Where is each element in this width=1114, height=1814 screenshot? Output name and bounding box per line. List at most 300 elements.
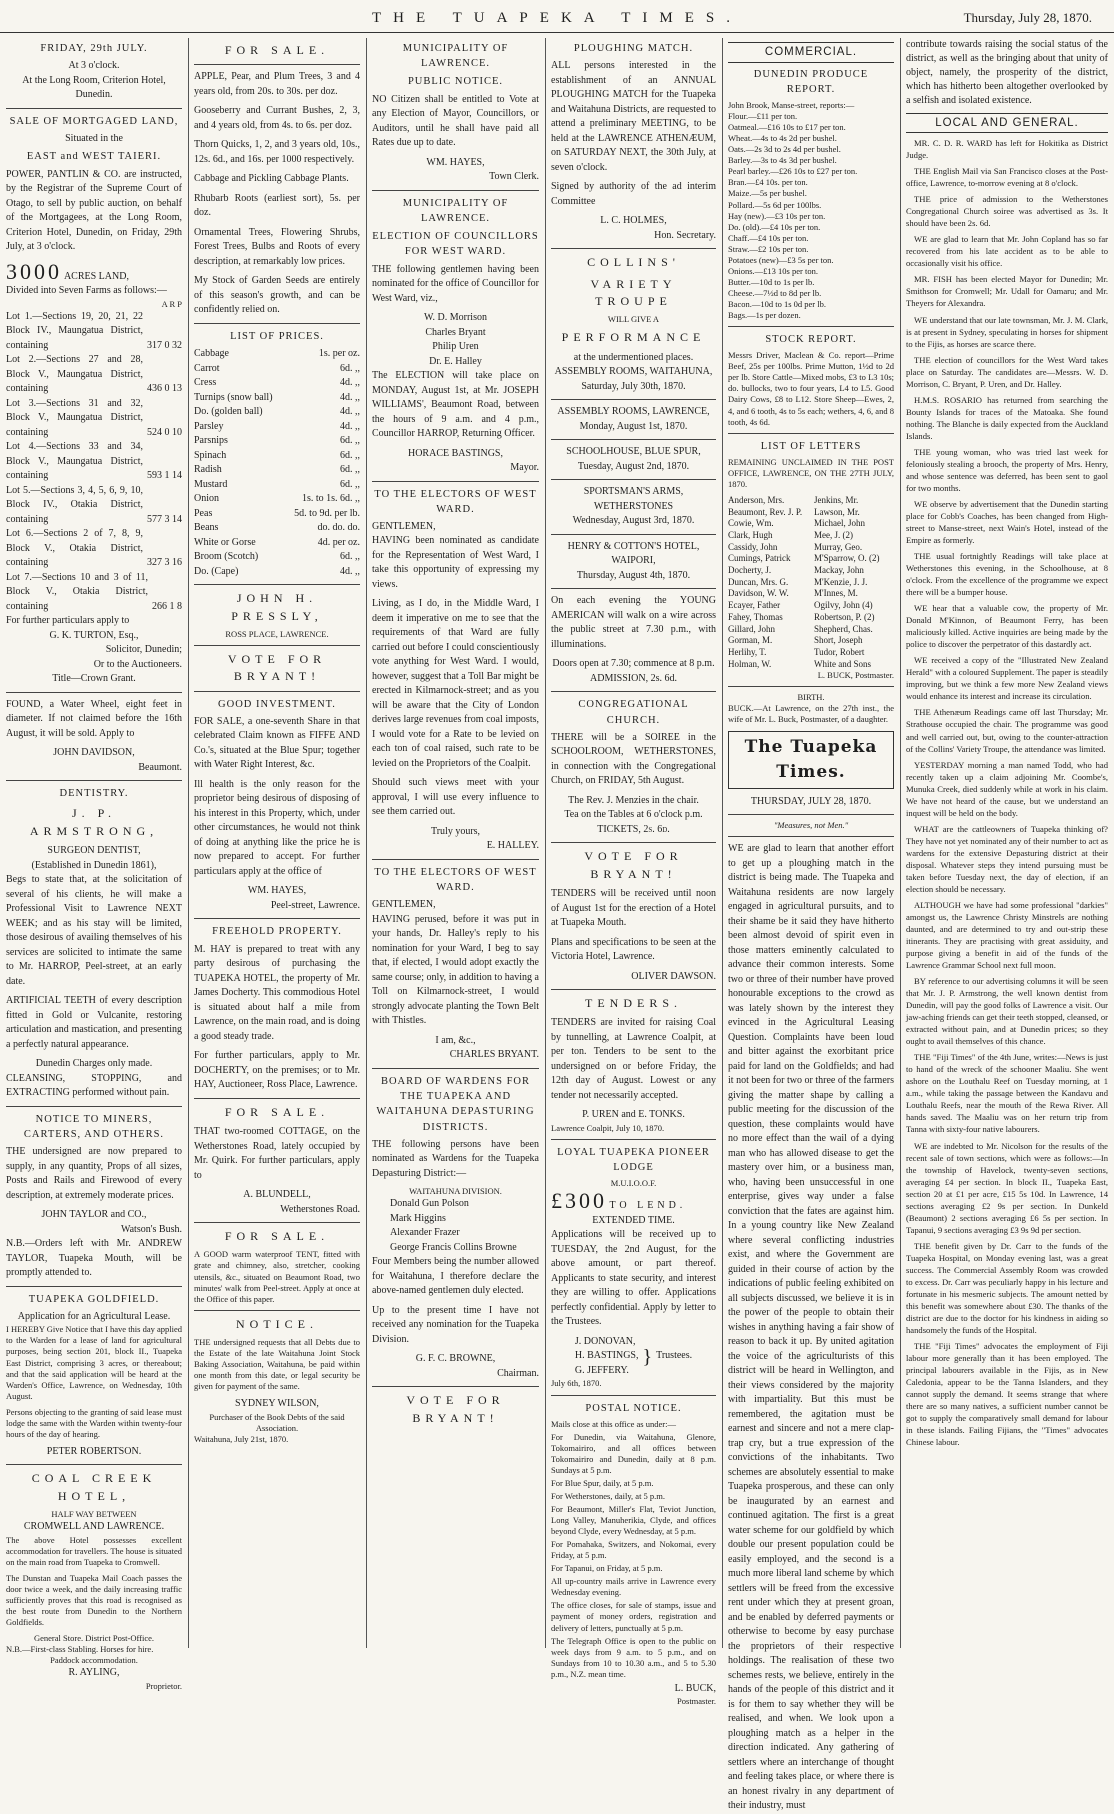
price-value: 4d. per oz. — [317, 536, 360, 548]
paper-nameplate: The Tuapeka Times. — [728, 731, 894, 788]
trustees-label: Trustees. — [656, 1350, 693, 1362]
letter-name: Jenkins, Mr. — [814, 494, 859, 505]
price-row — [194, 565, 360, 580]
venue-place: ASSEMBLY ROOMS, WAITAHUNA, — [554, 366, 713, 378]
gooseberry: Gooseberry and Currant Bushes, 2, 3, and 4 years old, from 4s. to 6s. per doz. — [194, 105, 360, 131]
local-item: THE "Fiji Times" of the 4th June, writes:—News is just to hand of the wreck of the schooner Maaliu. She went ashore on the Louthalu Reef on Tuesday morning, at 1 a.m., while taking the passage between the Kandavu and Louthalu Reefs, near the mouth of the Rewa River. All hands saved. The Maaliu was on her return trip from Tanna with sixty-four native labourers. — [906, 1052, 1108, 1135]
coal-between: HALF WAY BETWEEN — [51, 1509, 137, 1520]
halley-signature: E. HALLEY. — [486, 840, 539, 852]
lot-label: Lot 7.—Sections 10 and 3 of 11, Block V., Otakia District, containing — [6, 571, 148, 612]
produce-line: Oats.—2s 3d to 2s 4d per bushel. — [728, 144, 841, 155]
price-row — [194, 449, 360, 464]
stock-heading: STOCK REPORT. — [765, 334, 857, 346]
goldfield-app: Application for an Agricultural Lease. — [17, 1310, 171, 1322]
price-item: White or Gorse — [194, 536, 256, 548]
produce-line: Bran.—£4 10s. per ton. — [728, 177, 808, 188]
column-5 — [728, 38, 894, 1812]
mortgaged-title: SALE OF MORTGAGED LAND, — [9, 115, 179, 127]
truly-yours: Truly yours, — [430, 825, 481, 837]
price-row — [194, 478, 360, 493]
gentlemen-salutation: GENTLEMEN, — [372, 520, 436, 532]
postal-line: The Telegraph Office is open to the public on week days from 9 a.m. to 5 p.m., and on Sundays from 10 to 10.30 a.m., and 5 to 5.30 p.m., N.Z. mean time. — [551, 1635, 716, 1679]
doors-open: Doors open at 7.30; commence at 8 p.m. — [552, 658, 715, 670]
letters-heading: LIST OF LETTERS — [760, 440, 862, 452]
produce-line: Cheese.—7½d to 8d per lb. — [728, 287, 822, 298]
lend-date: July 6th, 1870. — [551, 1378, 602, 1389]
local-item: H.M.S. ROSARIO has returned from searching the Bounty Islands for traces of the Matoaka. She found nothing. The Blanche is daily expected from the Auckland Islands. — [906, 394, 1108, 441]
browne-role: Chairman. — [497, 1367, 539, 1379]
postal-line: For Pomahaka, Switzers, and Nokomai, every Friday, at 5 p.m. — [551, 1539, 716, 1561]
trustees-list — [575, 1335, 639, 1379]
price-value: 1s. per oz. — [318, 348, 360, 360]
letter-name: Duncan, Mrs. G. — [728, 576, 789, 587]
blundell-place: Wetherstones Road. — [280, 1203, 360, 1215]
dentistry-heading: DENTISTRY. — [59, 788, 129, 800]
letter-name: Cassidy, John — [728, 541, 778, 552]
price-item: Do. (golden ball) — [194, 406, 263, 418]
electors-heading-2: TO THE ELECTORS OF WEST WARD. — [374, 866, 537, 894]
letter-name: Gorman, M. — [728, 635, 773, 646]
church-heading: CONGREGATIONAL CHURCH. — [578, 699, 689, 726]
produce-line: John Brook, Manse-street, reports:— — [728, 100, 855, 111]
column-2 — [194, 38, 360, 1648]
electors-heading: TO THE ELECTORS OF WEST WARD. — [374, 488, 537, 515]
ploughing-heading: PLOUGHING MATCH. — [573, 43, 694, 54]
will-give: WILL GIVE A — [607, 314, 660, 325]
goldfield-body: I HEREBY Give Notice that I have this day applied to the Warden for a lease of land for agricultural purposes, being section 201, block II., Tuapeka East District, comprising 3 acres, or thereabout; and that the said application will be heard at the Warden's Office, Lawrence, on Wednesday, 10th August. — [6, 1324, 183, 1401]
local-item: THE usual fortnightly Readings will take place at Wetherstones this evening, in the Schoolhouse, at 8 o'clock. From the excellence of the programme we expect there will be a bumper house. — [906, 551, 1108, 598]
investment-health: Ill health is the only reason for the proprietor being desirous of disposing of his interest in this Property, which, under other circumstances, he would not think of doing at anything like the price he is now prepared to accept. For further particulars apply at the office of — [194, 778, 360, 877]
pressly-place: ROSS PLACE, LAWRENCE. — [225, 628, 329, 639]
menzies-chair: The Rev. J. Menzies in the chair. — [568, 794, 699, 806]
wardens-body: THE following persons have been nominated as Wardens for the Tuapeka Depasturing District:— — [372, 1138, 539, 1179]
wardens-upto: Up to the present time I have not received any nomination for the Tuapeka Division. — [372, 1304, 539, 1345]
tenders-hotel: TENDERS will be received until noon of August 1st for the erection of a Hotel at Tuapeka Mouth. — [551, 888, 716, 929]
postal-line: For Tapanui, on Friday, at 5 p.m. — [551, 1563, 663, 1574]
local-item: WE understand that our late townsman, Mr. J. M. Clark, is at present in Sydney, speculating in horses for shipment to the Fijis, as horses are scarce there. — [906, 314, 1108, 349]
letter-name: Mee, J. (2) — [814, 530, 853, 541]
bastings-role: Mayor. — [510, 462, 539, 474]
price-value: 6d. ,, — [340, 551, 360, 563]
ploughing-signed: Signed by authority of the ad interim Committee — [551, 181, 716, 207]
collins-heading: COLLINS' — [587, 255, 680, 270]
found-body: FOUND, a Water Wheel, eight feet in diameter. If not claimed before the 16th August, it will be sold. Apply to — [6, 698, 182, 739]
column-rule — [722, 38, 723, 1648]
produce-line: Hay (new).—£3 10s per ton. — [728, 210, 826, 221]
divider — [551, 588, 716, 589]
coal-paddock: Paddock accommodation. — [50, 1655, 138, 1666]
price-item: Spinach — [194, 449, 227, 461]
column-4 — [551, 38, 716, 1707]
price-item: Radish — [194, 464, 222, 476]
price-value: 5d. to 9d. per lb. — [294, 507, 360, 519]
rhubarb: Rhubarb Roots (earliest sort), 5s. per doz. — [194, 192, 360, 219]
letter-name: Mackay, John — [814, 565, 864, 576]
letters-names — [728, 495, 894, 670]
bryant-signature: CHARLES BRYANT. — [449, 1049, 539, 1061]
price-value: 4d. ,, — [340, 565, 360, 577]
produce-line: Do. (old).—£4 10s per ton. — [728, 221, 821, 232]
column-6 — [906, 38, 1108, 1648]
column-3 — [372, 38, 539, 1648]
mortgaged-situated: Situated in the — [65, 132, 123, 144]
letter-name: White and Sons — [814, 658, 871, 669]
divider — [551, 479, 716, 480]
produce-line: Barley.—3s to 4s 3d per bushel. — [728, 155, 837, 166]
vote-bryant-3: VOTE FOR BRYANT! — [584, 849, 683, 881]
local-item: THE price of admission to the Wetherstones Congregational Church soiree was advertised as 3s. It should have been 2s. 6d. — [906, 194, 1108, 229]
letter-name: Murray, Geo. — [814, 541, 863, 552]
particulars-note: For further particulars apply to — [6, 615, 130, 627]
local-item: WE are glad to learn that Mr. John Copland has so far recovered from his late accident as to be able to occasionally visit his office. — [906, 234, 1108, 269]
produce-line: Maize.—5s per bushel. — [728, 188, 807, 199]
produce-line: Butter.—10d to 1s per lb. — [728, 276, 815, 287]
local-item: THE English Mail via San Francisco closes at the Post-office, Lawrence, to-morrow evening at 8 o'clock. — [906, 166, 1108, 189]
lot-row — [6, 353, 182, 397]
price-row — [194, 536, 360, 551]
venue-date: Tuesday, August 2nd, 1870. — [577, 460, 690, 472]
freehold-more: For further particulars, apply to Mr. DOCHERTY, on the premises; or to Mr. HAY, Auctioneer, Ross Place, Lawrence. — [194, 1050, 360, 1091]
local-item: THE young woman, who was tried last week for feloniously stealing a brooch, the property of Mrs. Henry, and whose sentence was deferred, has been sent to gaol for two months. — [906, 446, 1108, 493]
performance-places: at the undermentioned places. — [573, 351, 694, 363]
price-row — [194, 492, 360, 507]
tenders-heading: TENDERS. — [585, 996, 682, 1011]
venue-date: Wednesday, August 3rd, 1870. — [572, 515, 695, 527]
miners-heading: NOTICE TO MINERS, CARTERS, AND OTHERS. — [23, 1113, 165, 1140]
lot-row — [6, 527, 182, 571]
postal-line: For Dunedin, via Waitahuna, Glenore, Tokomairiro, and all offices between Tokomairiro and Dunedin, daily at 8 p.m. Sundays at 5 p.m. — [551, 1431, 716, 1475]
price-item: Cress — [194, 377, 217, 389]
for-sale-heading: FOR SALE. — [224, 43, 330, 57]
warden-name: Alexander Frazer — [390, 1227, 460, 1239]
postal-line: Mails close at this office as under:— — [551, 1418, 676, 1429]
lot-area: 317 0 32 — [147, 339, 182, 351]
price-value: 4d. ,, — [340, 391, 360, 403]
letter-name: Herlihy, T. — [728, 646, 767, 657]
lots-list — [6, 310, 182, 615]
produce-line: Oatmeal.—£16 10s to £17 per ton. — [728, 122, 846, 133]
local-items — [906, 137, 1108, 1448]
local-item: BY reference to our advertising columns it will be seen that Mr. J. P. Armstrong, the well known dentist from Dunedin, will pay the good folks of Lawrence a visit. Our jaw-aching friends can get their teeth stopped, cleansed, or extracted without pain, and at Dunedin prices; so they ought to avail themselves of this chance. — [906, 976, 1108, 1047]
local-item: THE "Fiji Times" advocates the employment of Fiji labour more generally than it has been employed. The principal labourers available in the Fijis, as in New Caledonia, appear to be the Tanna Islanders, and they cannot supply the demand. It seems strange that where there are so many natives, a sufficient number cannot be got to supply the comparatively small demand for labour in these islands. Failing Fijians, the "Times" advocates Chinese labour. — [906, 1341, 1108, 1448]
price-row — [194, 507, 360, 522]
letter-name: Holman, W. — [728, 658, 772, 669]
cottage: THAT two-roomed COTTAGE, on the Wetherstones Road, lately occupied by Mr. Quirk. For further particulars, apply to — [194, 1126, 360, 1181]
produce-line: Pollard.—5s 6d per 100lbs. — [728, 199, 822, 210]
local-general-heading: LOCAL AND GENERAL. — [906, 113, 1108, 133]
price-row — [194, 362, 360, 377]
coal-nb: N.B.—First-class Stabling. Horses for hire. — [6, 1644, 154, 1655]
holmes-name: L. C. HOLMES, — [600, 215, 667, 227]
lot-label: Lot 1.—Sections 19, 20, 21, 22 Block IV., Maungatua District, containing — [6, 310, 143, 351]
performance: PERFORMANCE — [561, 330, 706, 345]
halley-views: Should such views meet with your approval, I will use every influence to see them carried out. — [372, 777, 539, 818]
local-item: THE Athenæum Readings came off last Thursday; Mr. Strathouse occupied the chair. The programme was good and well carried out, but, owing to the counter-attraction of the Collins' Variety Troupe, the attendance was limited. — [906, 707, 1108, 754]
price-value: 6d. ,, — [340, 362, 360, 374]
miners-body: THE undersigned are now prepared to supply, in any quantity, Props of all sizes, Posts and Rails and Firewood of every description, at extremely moderate prices. — [6, 1146, 182, 1201]
price-row — [194, 347, 360, 362]
tenders-coal: TENDERS are invited for raising Coal by tunnelling, at Lawrence Coalpit, at per ton. Tenders to be sent to the undersigned on or before Friday, the 12th day of August. Lowest or any tender not necessarily accepted. — [551, 1017, 716, 1101]
thorn-quicks: Thorn Quicks, 1, 2, and 3 years old, 10s., 12s. 6d., and 16s. per 1000 respectively. — [194, 139, 360, 165]
postal-heading: POSTAL NOTICE. — [585, 1402, 682, 1414]
lot-row — [6, 571, 182, 615]
venue-list — [551, 365, 716, 589]
wardens-list — [372, 1197, 539, 1255]
price-value: 6d. ,, — [340, 464, 360, 476]
lend-body: Applications will be received up to TUESDAY, the 2nd August, for the above amount, or part thereof. Applicants to state security, and interest they are willing to offer. Applications perfectly confidential. Apply by letter to the Trustees. — [551, 1229, 716, 1328]
price-value: 4d. ,, — [340, 406, 360, 418]
divider — [551, 439, 716, 440]
price-item: Broom (Scotch) — [194, 551, 259, 563]
birth-heading: BIRTH. — [797, 692, 825, 703]
lot-area: 436 0 13 — [147, 383, 182, 395]
letter-name: Lawson, Mr. — [814, 506, 860, 517]
letters-buck: L. BUCK, Postmaster. — [817, 670, 894, 681]
seeds: My Stock of Garden Seeds are entirely of this season's growth, and can be confidently relied on. — [194, 275, 360, 316]
price-item: Turnips (snow ball) — [194, 391, 273, 403]
postal-line: For Wetherstones, daily, at 5 p.m. — [551, 1491, 666, 1502]
wardens-four: Four Members being the number allowed for Waitahuna, I therefore declare the above-named gentlemen duly elected. — [372, 1256, 539, 1297]
halley-body: HAVING been nominated as candidate for the Representation of West Ward, I take this opportunity of expressing my views. — [372, 535, 539, 590]
arp-header: A R P — [161, 298, 182, 309]
produce-line: Flour.—£11 per ton. — [728, 111, 798, 122]
hayes-place: Peel-street, Lawrence. — [270, 899, 360, 911]
local-item: ALTHOUGH we have had some professional "darkies" amongst us, the Lawrence Christy Minstrels are nothing daunted, and are determined to try and out-strip these itinerants. They are practising with great assiduity, and purpose giving a benefit in aid of the funds of the Lawrence Grammar School next full moon. — [906, 899, 1108, 971]
letter-name: M'Kenzie, J. J. — [814, 576, 868, 587]
letter-name: Short, Joseph — [814, 635, 863, 646]
paper-motto: "Measures, not Men." — [773, 820, 849, 831]
letter-name: Gillard, John — [728, 623, 775, 634]
vote-bryant: VOTE FOR BRYANT! — [227, 651, 327, 684]
lend-amount: £300 — [551, 1188, 607, 1214]
browne-name: G. F. C. BROWNE, — [415, 1353, 496, 1365]
price-row — [194, 463, 360, 478]
coal-body: The above Hotel possesses excellent accommodation for travellers. The house is situated on the main road from Tuapeka to Cromwell. — [6, 1534, 182, 1567]
produce-heading: DUNEDIN PRODUCE REPORT. — [753, 68, 869, 95]
halley-living: Living, as I do, in the Middle Ward, I deem it imperative on me to see that the requirements of that Ward are fully carried out before I could conscientiously vote anything for West Ward. I would, however, suggest that a Toll Bar might be erected in Kilmarnock-street; and as you will be aware that the City of London derives large revenues from coal imposts, I would vote for a Rate to be levied on each ton of coal raised, such rate to be levied on the Proprietors of the Coalpit. — [372, 598, 539, 769]
price-row — [194, 376, 360, 391]
found-name: JOHN DAVIDSON, — [53, 747, 135, 759]
gentlemen-salutation-2: GENTLEMEN, — [372, 899, 436, 911]
postal-line: For Beaumont, Miller's Flat, Teviot Junction, Long Valley, Manuherikia, Clyde, and offices beyond Clyde, every Wednesday, at 5 p.m. — [551, 1504, 716, 1537]
price-item: Beans — [194, 522, 219, 534]
issue-date: Thursday, July 28, 1870. — [963, 10, 1092, 25]
paper-date: THURSDAY, JULY 28, 1870. — [750, 795, 872, 807]
pressly-name: JOHN H. PRESSLY, — [231, 591, 323, 623]
uren-tonks: P. UREN and E. TONKS. — [582, 1109, 685, 1121]
price-item: Do. (Cape) — [194, 565, 239, 577]
leader-article — [728, 842, 894, 1814]
letter-name: Fahey, Thomas — [728, 611, 783, 622]
venue-date: Monday, August 1st, 1870. — [579, 420, 688, 432]
price-row — [194, 391, 360, 406]
dentist-charges: Dunedin Charges only made. — [35, 1058, 153, 1070]
letter-name: Cowie, Wm. — [728, 518, 774, 529]
mortgaged-body: POWER, PANTLIN & CO. are instructed, by the Registrar of the Supreme Court of Otago, to sell by public auction, on behalf of the Mortgagees, at the Long Room, Criterion Hotel, Dunedin, on Friday, 29th July, at 3 o'clock. — [6, 168, 182, 253]
local-item: WHAT are the cattleowners of Tuapeka thinking of? They have not yet nominated any of their number to act as wardens for the extensive Depasturing district at their disposal. Whatever steps they intend pursuing must be taken before Tuesday next, the day of election, if an election should be necessary. — [906, 823, 1108, 894]
candidate-name: W. D. Morrison — [424, 312, 487, 324]
produce-line: Potatoes (new)—£3 5s per ton. — [728, 254, 834, 265]
letter-name: Ogilvy, John (4) — [814, 600, 873, 611]
produce-line: Straw.—£2 10s per ton. — [728, 243, 809, 254]
lot-row — [6, 484, 182, 528]
admission: ADMISSION, 2s. 6d. — [590, 672, 677, 684]
found-place: Beaumont. — [138, 761, 182, 773]
price-row — [194, 550, 360, 565]
local-item: WE are indebted to Mr. Nicolson for the results of the recent sale of town sections, which were as follows:—In the township of Havelock, twenty-seven sections, averaging £4 per section. In block II., Tuapeka East, section 20 at £1 per acre, £15 5s 10d. In Lawrence, 14 sections averaging £2 9s per section. In Dunkeld (Beaumont) 2 sections averaging £6 5s per section. In Tapanui, 9 sections averaging £3 9s 9d per section. — [906, 1140, 1108, 1235]
hayes-name: WM. HAYES, — [247, 885, 307, 897]
public-notice-heading: PUBLIC NOTICE. — [407, 76, 504, 88]
lot-area: 266 1 8 — [152, 600, 182, 612]
produce-line: Wheat.—4s to 4s 2d per bushel. — [728, 133, 837, 144]
ornamental: Ornamental Trees, Flowering Shrubs, Forest Trees, Bulbs and Roots of every description, at remarkably low prices. — [194, 226, 360, 267]
goldfield-objection: Persons objecting to the granting of said lease must lodge the same with the Warden within twenty-four hours of the day of hearing. — [6, 1406, 182, 1439]
lot-row — [6, 310, 182, 354]
lot-row — [6, 397, 182, 441]
soiree-body: THERE will be a SOIREE in the SCHOOLROOM, WETHERSTONES, in connection with the Congregational Church, on FRIDAY, 5th August. — [551, 731, 716, 787]
taylor-name: JOHN TAYLOR and CO., — [41, 1209, 147, 1221]
young-american: On each evening the YOUNG AMERICAN will walk on a wire across the public street at 7.30 p.m., with illuminations. — [551, 595, 716, 650]
price-value: 6d. ,, — [340, 435, 360, 447]
letters-sub: REMAINING UNCLAIMED IN THE POST OFFICE, LAWRENCE, ON THE 27TH JULY, 1870. — [728, 456, 894, 489]
sale-time: At 3 o'clock. — [68, 60, 120, 72]
lot-label: Lot 5.—Sections 3, 4, 5, 6, 9, 10, Block IV., Otakia District, containing — [6, 484, 143, 525]
venue-date: Saturday, July 30th, 1870. — [581, 380, 686, 392]
column-rule — [188, 38, 189, 1648]
coal-towns: CROMWELL AND LAWRENCE. — [23, 1521, 165, 1533]
price-item: Carrot — [194, 362, 220, 374]
divider — [551, 534, 716, 535]
extended-time: EXTENDED TIME. — [592, 1214, 675, 1226]
price-value: do. do. do. — [317, 522, 360, 534]
leader-continued: contribute towards raising the social status of the district, as well as the bringing about that unity of object, namely, the prosperity of the district, which has hitherto been altogether overlooked by a selfish and isolated existence. — [906, 39, 1108, 106]
freehold-heading: FREEHOLD PROPERTY. — [212, 926, 342, 938]
blundell-name: A. BLUNDELL, — [243, 1189, 311, 1201]
produce-line: Onions.—£13 10s per ton. — [728, 265, 818, 276]
column-rule — [366, 38, 367, 1648]
vote-bryant-2: VOTE FOR BRYANT! — [406, 1393, 505, 1425]
column-rule — [900, 38, 901, 1648]
notice-heading: NOTICE. — [236, 1316, 318, 1331]
sale-date: FRIDAY, 29th JULY. — [40, 43, 148, 54]
produce-line: Pearl barley.—£26 10s to £27 per ton. — [728, 166, 858, 177]
taylor-nb: N.B.—Orders left with Mr. ANDREW TAYLOR, Tuapeka Mouth, will be promptly attended to. — [6, 1238, 182, 1279]
public-notice-body: NO Citizen shall be entitled to Vote at any Election of Mayor, Councillors, or Auditors, until he shall have paid all Rates due up to date. — [372, 93, 539, 149]
ayling-name: R. AYLING, — [68, 1667, 120, 1679]
price-value: 1s. to 1s. 6d. ,, — [301, 493, 360, 505]
venue-place: ASSEMBLY ROOMS, LAWRENCE, — [557, 406, 710, 418]
local-item: WE hear that a valuable cow, the property of Mr. Donald M'Kinnon, of Beaumont Ferry, has been maliciously killed. Active inquiries are being made by the police to discover the perpetrator of this dastardly act. — [906, 603, 1108, 650]
letter-name: Davidson, W. W. — [728, 588, 789, 599]
lot-label: Lot 3.—Sections 31 and 32, Block V., Maungatua District, containing — [6, 397, 143, 438]
produce-line: Bacon.—10d to 1s 0d per lb. — [728, 298, 826, 309]
letter-name: Michael, John — [814, 518, 865, 529]
price-item: Cabbage — [194, 348, 229, 360]
local-item: MR. C. D. R. WARD has left for Hokitika as District Judge. — [906, 138, 1108, 161]
postal-lines — [551, 1419, 716, 1680]
postal-line: The office closes, for sale of stamps, issue and payment of money orders, registration and delivery of letters, punctually at 5 p.m. — [551, 1600, 716, 1633]
price-value: 4d. ,, — [340, 420, 360, 432]
dentist-est: (Established in Dunedin 1861), — [31, 859, 157, 871]
candidate-name: Philip Uren — [432, 341, 479, 353]
lodge-heading: LOYAL TUAPEKA PIONEER LODGE — [557, 1146, 710, 1174]
waitahuna-division: WAITAHUNA DIVISION. — [409, 1186, 502, 1197]
trustee-name: J. DONOVAN, — [574, 1335, 636, 1347]
goldfield-heading: TUAPEKA GOLDFIELD. — [28, 1293, 160, 1305]
produce-lines — [728, 100, 894, 321]
letter-name: M'Sparrow, O. (2) — [814, 553, 880, 564]
letter-name: Anderson, Mrs. — [728, 494, 785, 505]
letter-name: Beaumont, Rev. J. P. — [728, 506, 803, 517]
trustee-name: G. JEFFERY. — [574, 1364, 629, 1376]
municipality-heading: MUNICIPALITY OF LAWRENCE. — [402, 43, 509, 70]
dentist-body: Begs to state that, at the solicitation of several of his clients, he will make a Professional Visit to Lawrence NEXT WEEK; and as his stay will be limited, those desirous of availing themselves of his services are solicited to intimate the same to Mr. HARROP, Peel-street, at an early date. — [6, 874, 182, 987]
price-row — [194, 420, 360, 435]
for-sale-heading-3: FOR SALE. — [224, 1229, 330, 1244]
holmes-role: Hon. Secretary. — [654, 229, 716, 241]
letter-name: Robertson, P. (2) — [814, 611, 875, 622]
i-am: I am, &c., — [435, 1034, 476, 1046]
letter-name: Tudor, Robert — [814, 646, 865, 657]
tickets-price: TICKETS, 2s. 6d. — [597, 823, 670, 835]
mortgaged-area: EAST and WEST TAIERI. — [26, 151, 162, 163]
buck-name: L. BUCK, — [674, 1682, 716, 1694]
price-value: 4d. ,, — [340, 377, 360, 389]
buck-role: Postmaster. — [677, 1696, 716, 1707]
price-item: Onion — [194, 493, 219, 505]
newspaper-title: THE TUAPEKA TIMES. — [371, 10, 743, 26]
warden-name: Donald Gun Polson — [390, 1198, 469, 1210]
coal-creek-hotel: COAL CREEK HOTEL, — [31, 1471, 157, 1503]
price-item: Mustard — [194, 478, 228, 490]
commercial-heading: COMMERCIAL. — [728, 42, 894, 63]
price-row — [194, 521, 360, 536]
local-item: YESTERDAY morning a man named Todd, who had recently taken up a claim adjoining Mr. Coombe's, Munuka Creek, died suddenly while at work in his claim. We have not heard of the cause, but we understand an inquest will be held on the body. — [906, 759, 1108, 818]
price-row — [194, 434, 360, 449]
tea-tables: Tea on the Tables at 6 o'clock p.m. — [564, 809, 703, 821]
brace-glyph: } — [642, 1345, 653, 1368]
column-rule — [545, 38, 546, 1648]
taylor-place: Watson's Bush. — [120, 1223, 182, 1235]
sale-place: At the Long Room, Criterion Hotel, Dunedin. — [22, 74, 166, 101]
hayes-name: WM. HAYES, — [426, 156, 485, 168]
local-item: THE benefit given by Dr. Carr to the funds of the Tuapeka Hospital, on Monday evening last, was a great success. The Commercial Assembly Room was crowded to excess. Dr. Carr was peculiarly happy in his lecture and fortunate in his mesmeric subjects. The amount netted by this benefit was somewhere about £30. The thanks of the district are due to the doctor for his kindness in aiding so handsomely the funds of the Hospital. — [906, 1240, 1108, 1335]
candidate-list — [372, 311, 539, 369]
cabbage-plants: Cabbage and Pickling Cabbage Plants. — [194, 173, 349, 185]
trustee-name: H. BASTINGS, — [574, 1350, 639, 1362]
price-value: 6d. ,, — [340, 449, 360, 461]
produce-line: Chaff.—£4 10s per ton. — [728, 232, 809, 243]
birth-body: BUCK.—At Lawrence, on the 27th inst., the wife of Mr. L. Buck, Postmaster, of a daughter. — [728, 703, 894, 725]
variety-troupe: VARIETY TROUPE — [590, 276, 677, 308]
lot-row — [6, 440, 182, 484]
dawson-name: OLIVER DAWSON. — [631, 970, 716, 982]
venue-place: SPORTSMAN'S ARMS, WETHERSTONES — [583, 486, 684, 512]
candidate-name: Dr. E. Halley — [429, 355, 482, 367]
election-body: THE following gentlemen having been nominated for the office of Councillor for West Ward, viz., — [372, 263, 539, 304]
local-item: THE election of councillors for the West Ward takes place on Saturday. The candidates are—Messrs. W. D. Morrison, C. Bryant, P. Uren, and Dr. Halley. — [906, 354, 1108, 389]
local-item: MR. FISH has been elected Mayor for Dunedin; Mr. Smithson for Cromwell; Mr. Udall for Oamaru; and Mr. Theyers for Alexandra. — [906, 274, 1108, 309]
hayes-role: Town Clerk. — [489, 171, 539, 183]
dentist-cleansing: CLEANSING, STOPPING, and EXTRACTING performed without pain. — [6, 1072, 182, 1099]
lot-label: Lot 2.—Sections 27 and 28, Block V., Maungatua District, containing — [6, 354, 143, 395]
freehold-body: M. HAY is prepared to treat with any party desirous of purchasing the TUAPEKA HOTEL, the property of Mr. James Docherty. This commodious Hotel is situated about half a mile from Lawrence, on the main road, and is doing a good steady trade. — [194, 943, 360, 1042]
acres-text: ACRES LAND, — [63, 270, 129, 282]
coalpit-date: Lawrence Coalpit, July 10, 1870. — [551, 1122, 665, 1133]
lodge-abbr: M.U.I.O.O.F. — [610, 1178, 657, 1189]
municipality-heading-2: MUNICIPALITY OF LAWRENCE. — [402, 197, 509, 224]
robertson-name: PETER ROBERTSON. — [46, 1445, 142, 1457]
